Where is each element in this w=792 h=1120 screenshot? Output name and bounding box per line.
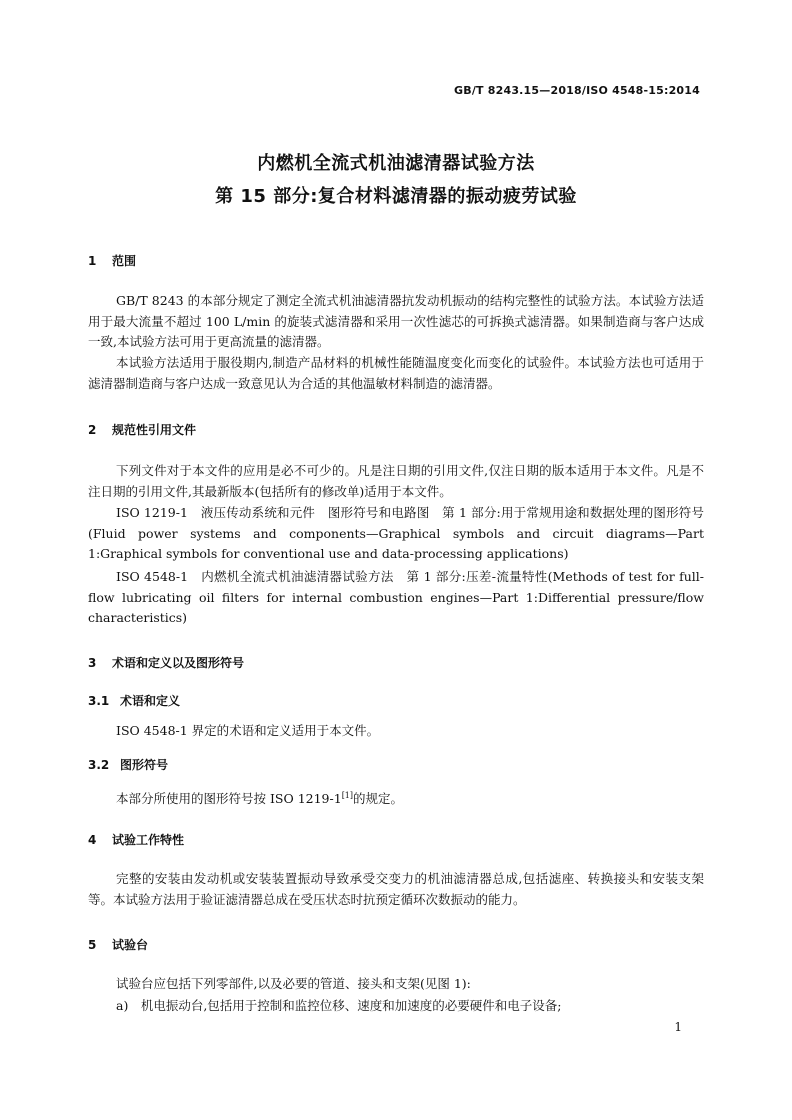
section-number: 5 xyxy=(88,938,97,952)
document-title-line2: 第 15 部分:复合材料滤清器的振动疲劳试验 xyxy=(215,186,577,207)
subsection-title: 图形符号 xyxy=(120,758,169,772)
section-title: 试验工作特性 xyxy=(112,833,185,847)
section-number: 4 xyxy=(88,833,97,847)
paragraph-references-intro: 下列文件对于本文件的应用是必不可少的。凡是注日期的引用文件,仅注日期的版本适用于本文件。凡是不注日期的引用文件,其最新版本(包括所有的修改单)适用于本文件。 xyxy=(88,463,704,499)
section-title: 试验台 xyxy=(112,938,149,952)
paragraph-terms: ISO 4548-1 界定的术语和定义适用于本文件。 xyxy=(116,723,380,738)
paragraph-symbols xyxy=(88,786,704,810)
subsection-title: 术语和定义 xyxy=(120,694,181,708)
document-title-line1: 内燃机全流式机油滤清器试验方法 xyxy=(257,153,535,174)
paragraph-test-rig-intro: 试验台应包括下列零部件,以及必要的管道、接头和支架(见图 1): xyxy=(116,976,471,991)
symbols-text-a: 本部分所使用的图形符号按 ISO 1219-1 xyxy=(116,791,342,807)
section-title: 范围 xyxy=(112,254,137,268)
page-number: 1 xyxy=(674,1020,682,1034)
reference-iso-1219-1: ISO 1219-1 液压传动系统和元件 图形符号和电路图 第 1 部分:用于常规用途和数据处理的图形符号(Fluid power systems and components—Graphical symbols and circuit diagrams—Part 1:Graphical symbols for conventional use and data-processing applications) xyxy=(88,505,704,561)
document-code: GB/T 8243.15—2018/ISO 4548-15:2014 xyxy=(454,84,700,97)
subsection-number: 3.1 xyxy=(88,694,110,708)
paragraph-scope-2: 本试验方法适用于服役期内,制造产品材料的机械性能随温度变化而变化的试验件。本试验方法也可适用于滤清器制造商与客户达成一致意见认为合适的其他温敏材料制造的滤清器。 xyxy=(88,355,704,391)
section-title: 术语和定义以及图形符号 xyxy=(112,656,245,670)
section-heading-3 xyxy=(88,654,244,671)
section-number: 2 xyxy=(88,423,97,437)
section-number: 3 xyxy=(88,656,97,670)
section-number: 1 xyxy=(88,254,97,268)
citation-ref: [1] xyxy=(341,791,354,800)
section-heading-5 xyxy=(88,936,148,953)
subsection-heading-3-1 xyxy=(88,692,180,709)
reference-iso-4548-1: ISO 4548-1 内燃机全流式机油滤清器试验方法 第 1 部分:压差-流量特性(Methods of test for full-flow lubricating oil filters for internal combustion engines—Part 1:Differential pressure/flow characteristics) xyxy=(88,569,704,625)
paragraph-scope-1: GB/T 8243 的本部分规定了测定全流式机油滤清器抗发动机振动的结构完整性的试验方法。本试验方法适用于最大流量不超过 100 L/min 的旋装式滤清器和采用一次性滤芯的可拆换式滤清器。如果制造商与客户达成一致,本试验方法可用于更高流量的滤清器。 xyxy=(88,293,704,349)
section-heading-2 xyxy=(88,421,196,438)
section-heading-1 xyxy=(88,252,136,269)
paragraph-test-characteristics: 完整的安装由发动机或安装装置振动导致承受交变力的机油滤清器总成,包括滤座、转换接头和安装支架等。本试验方法用于验证滤清器总成在受压状态时抗预定循环次数振动的能力。 xyxy=(88,871,704,907)
section-heading-4 xyxy=(88,831,184,848)
section-title: 规范性引用文件 xyxy=(112,423,197,437)
subsection-heading-3-2 xyxy=(88,756,168,773)
symbols-text-b: 的规定。 xyxy=(353,791,404,807)
subsection-number: 3.2 xyxy=(88,758,110,772)
list-item-a: a) 机电振动台,包括用于控制和监控位移、速度和加速度的必要硬件和电子设备; xyxy=(116,998,562,1013)
